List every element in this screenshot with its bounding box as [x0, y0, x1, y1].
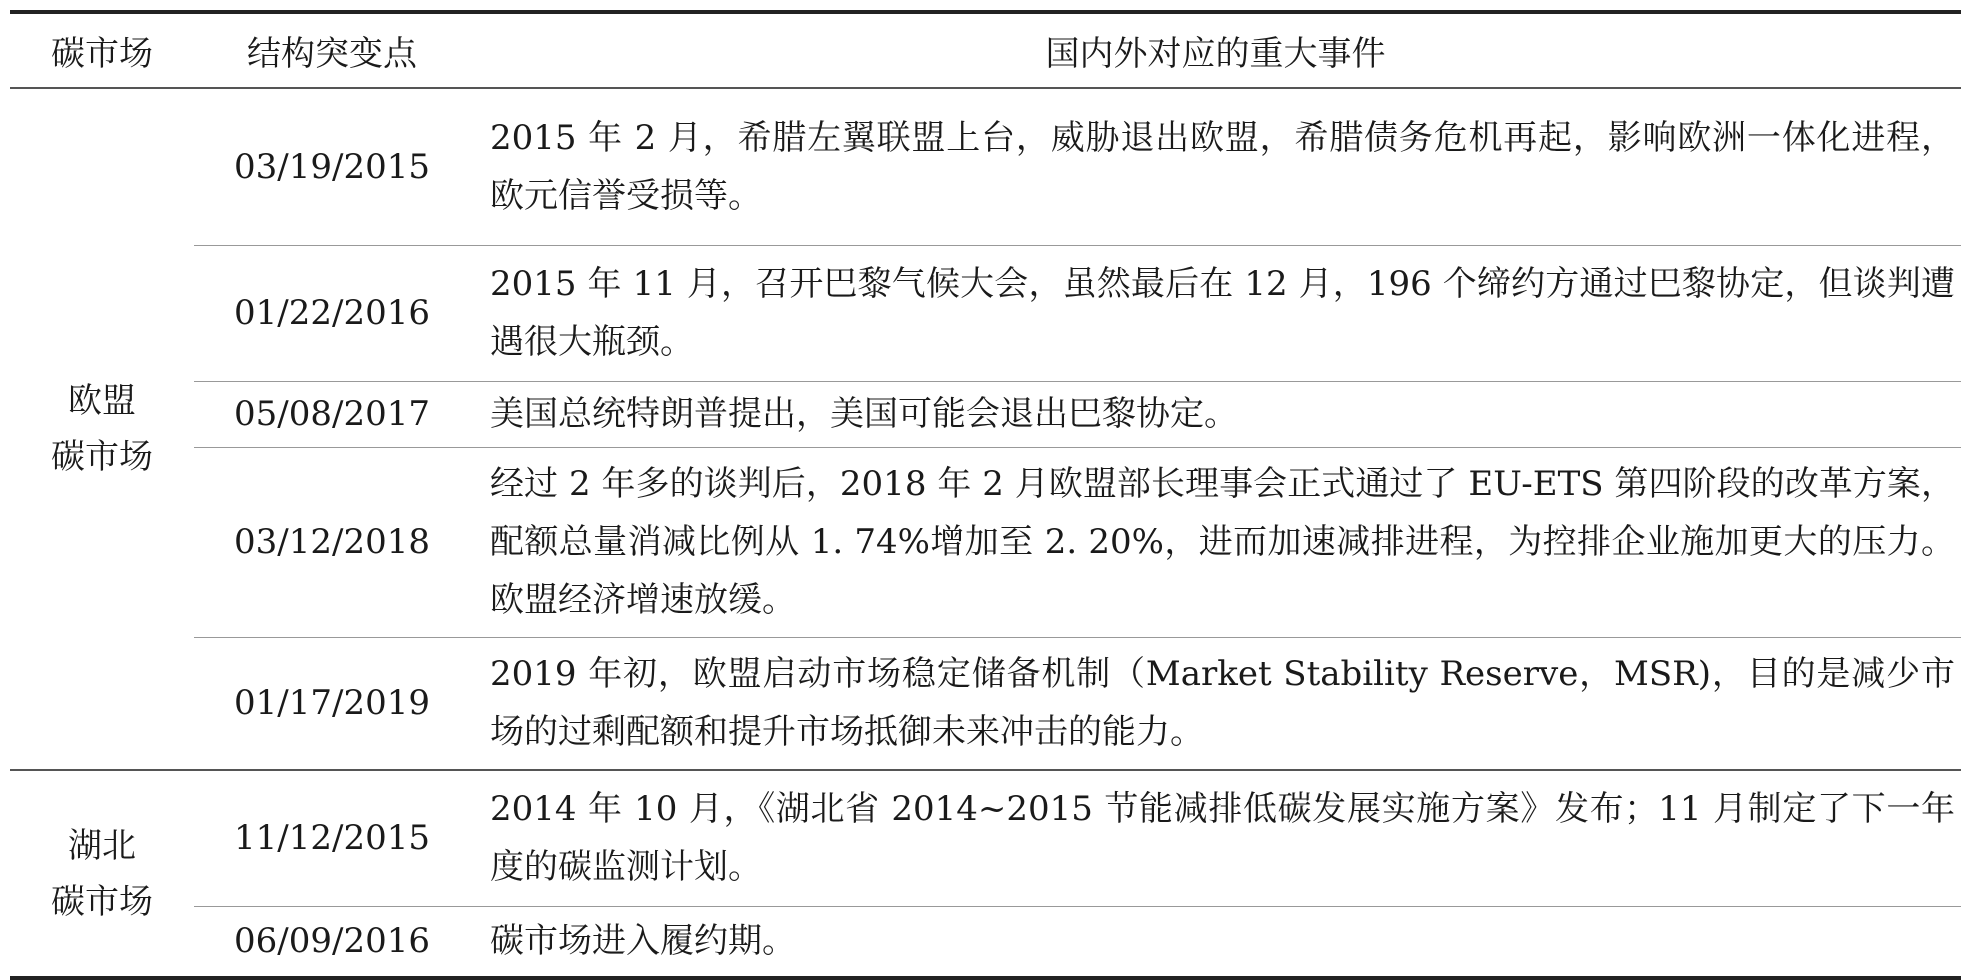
event-text: 经过 2 年多的谈判后，2018 年 2 月欧盟部长理事会正式通过了 EU-ETS 第四阶段的改革方案，配额总量消减比例从 1. 74%增加至 2. 20%，进而加速减排进程，为控排企业施加更大的压力。欧盟经济增速放缓。	[470, 447, 1961, 637]
market-name: 欧盟	[68, 381, 136, 421]
events-table	[10, 10, 1961, 980]
header-market: 碳市场	[10, 12, 194, 88]
table-row	[10, 88, 1961, 245]
header-row	[10, 12, 1961, 88]
table-body	[10, 88, 1961, 978]
market-cell-eu	[10, 88, 194, 770]
header-major-events: 国内外对应的重大事件	[470, 12, 1961, 88]
market-name: 湖北	[68, 825, 136, 866]
market-cell-hubei	[10, 770, 194, 978]
break-date: 05/08/2017	[194, 381, 470, 447]
table-row	[10, 770, 1961, 906]
table-row	[10, 906, 1961, 978]
table-row	[10, 381, 1961, 447]
event-text: 碳市场进入履约期。	[470, 906, 1961, 978]
market-suffix: 碳市场	[51, 881, 153, 922]
break-date: 03/19/2015	[194, 88, 470, 245]
event-text: 2015 年 11 月，召开巴黎气候大会，虽然最后在 12 月，196 个缔约方通过巴黎协定，但谈判遭遇很大瓶颈。	[470, 245, 1961, 381]
event-text: 2019 年初，欧盟启动市场稳定储备机制（Market Stability Reserve，MSR)，目的是减少市场的过剩配额和提升市场抵御未来冲击的能力。	[470, 637, 1961, 770]
market-suffix: 碳市场	[51, 437, 153, 477]
break-date: 03/12/2018	[194, 447, 470, 637]
break-date: 01/17/2019	[194, 637, 470, 770]
event-text: 2015 年 2 月，希腊左翼联盟上台，威胁退出欧盟，希腊债务危机再起，影响欧洲一体化进程，欧元信誉受损等。	[470, 88, 1961, 245]
break-date: 01/22/2016	[194, 245, 470, 381]
table-header	[10, 12, 1961, 88]
table-row	[10, 637, 1961, 770]
table-row	[10, 447, 1961, 637]
break-date: 06/09/2016	[194, 906, 470, 978]
table-row	[10, 245, 1961, 381]
event-text: 美国总统特朗普提出，美国可能会退出巴黎协定。	[470, 381, 1961, 447]
header-structural-break: 结构突变点	[194, 12, 470, 88]
break-date: 11/12/2015	[194, 770, 470, 906]
event-text: 2014 年 10 月，《湖北省 2014~2015 节能减排低碳发展实施方案》发布；11 月制定了下一年度的碳监测计划。	[470, 770, 1961, 906]
